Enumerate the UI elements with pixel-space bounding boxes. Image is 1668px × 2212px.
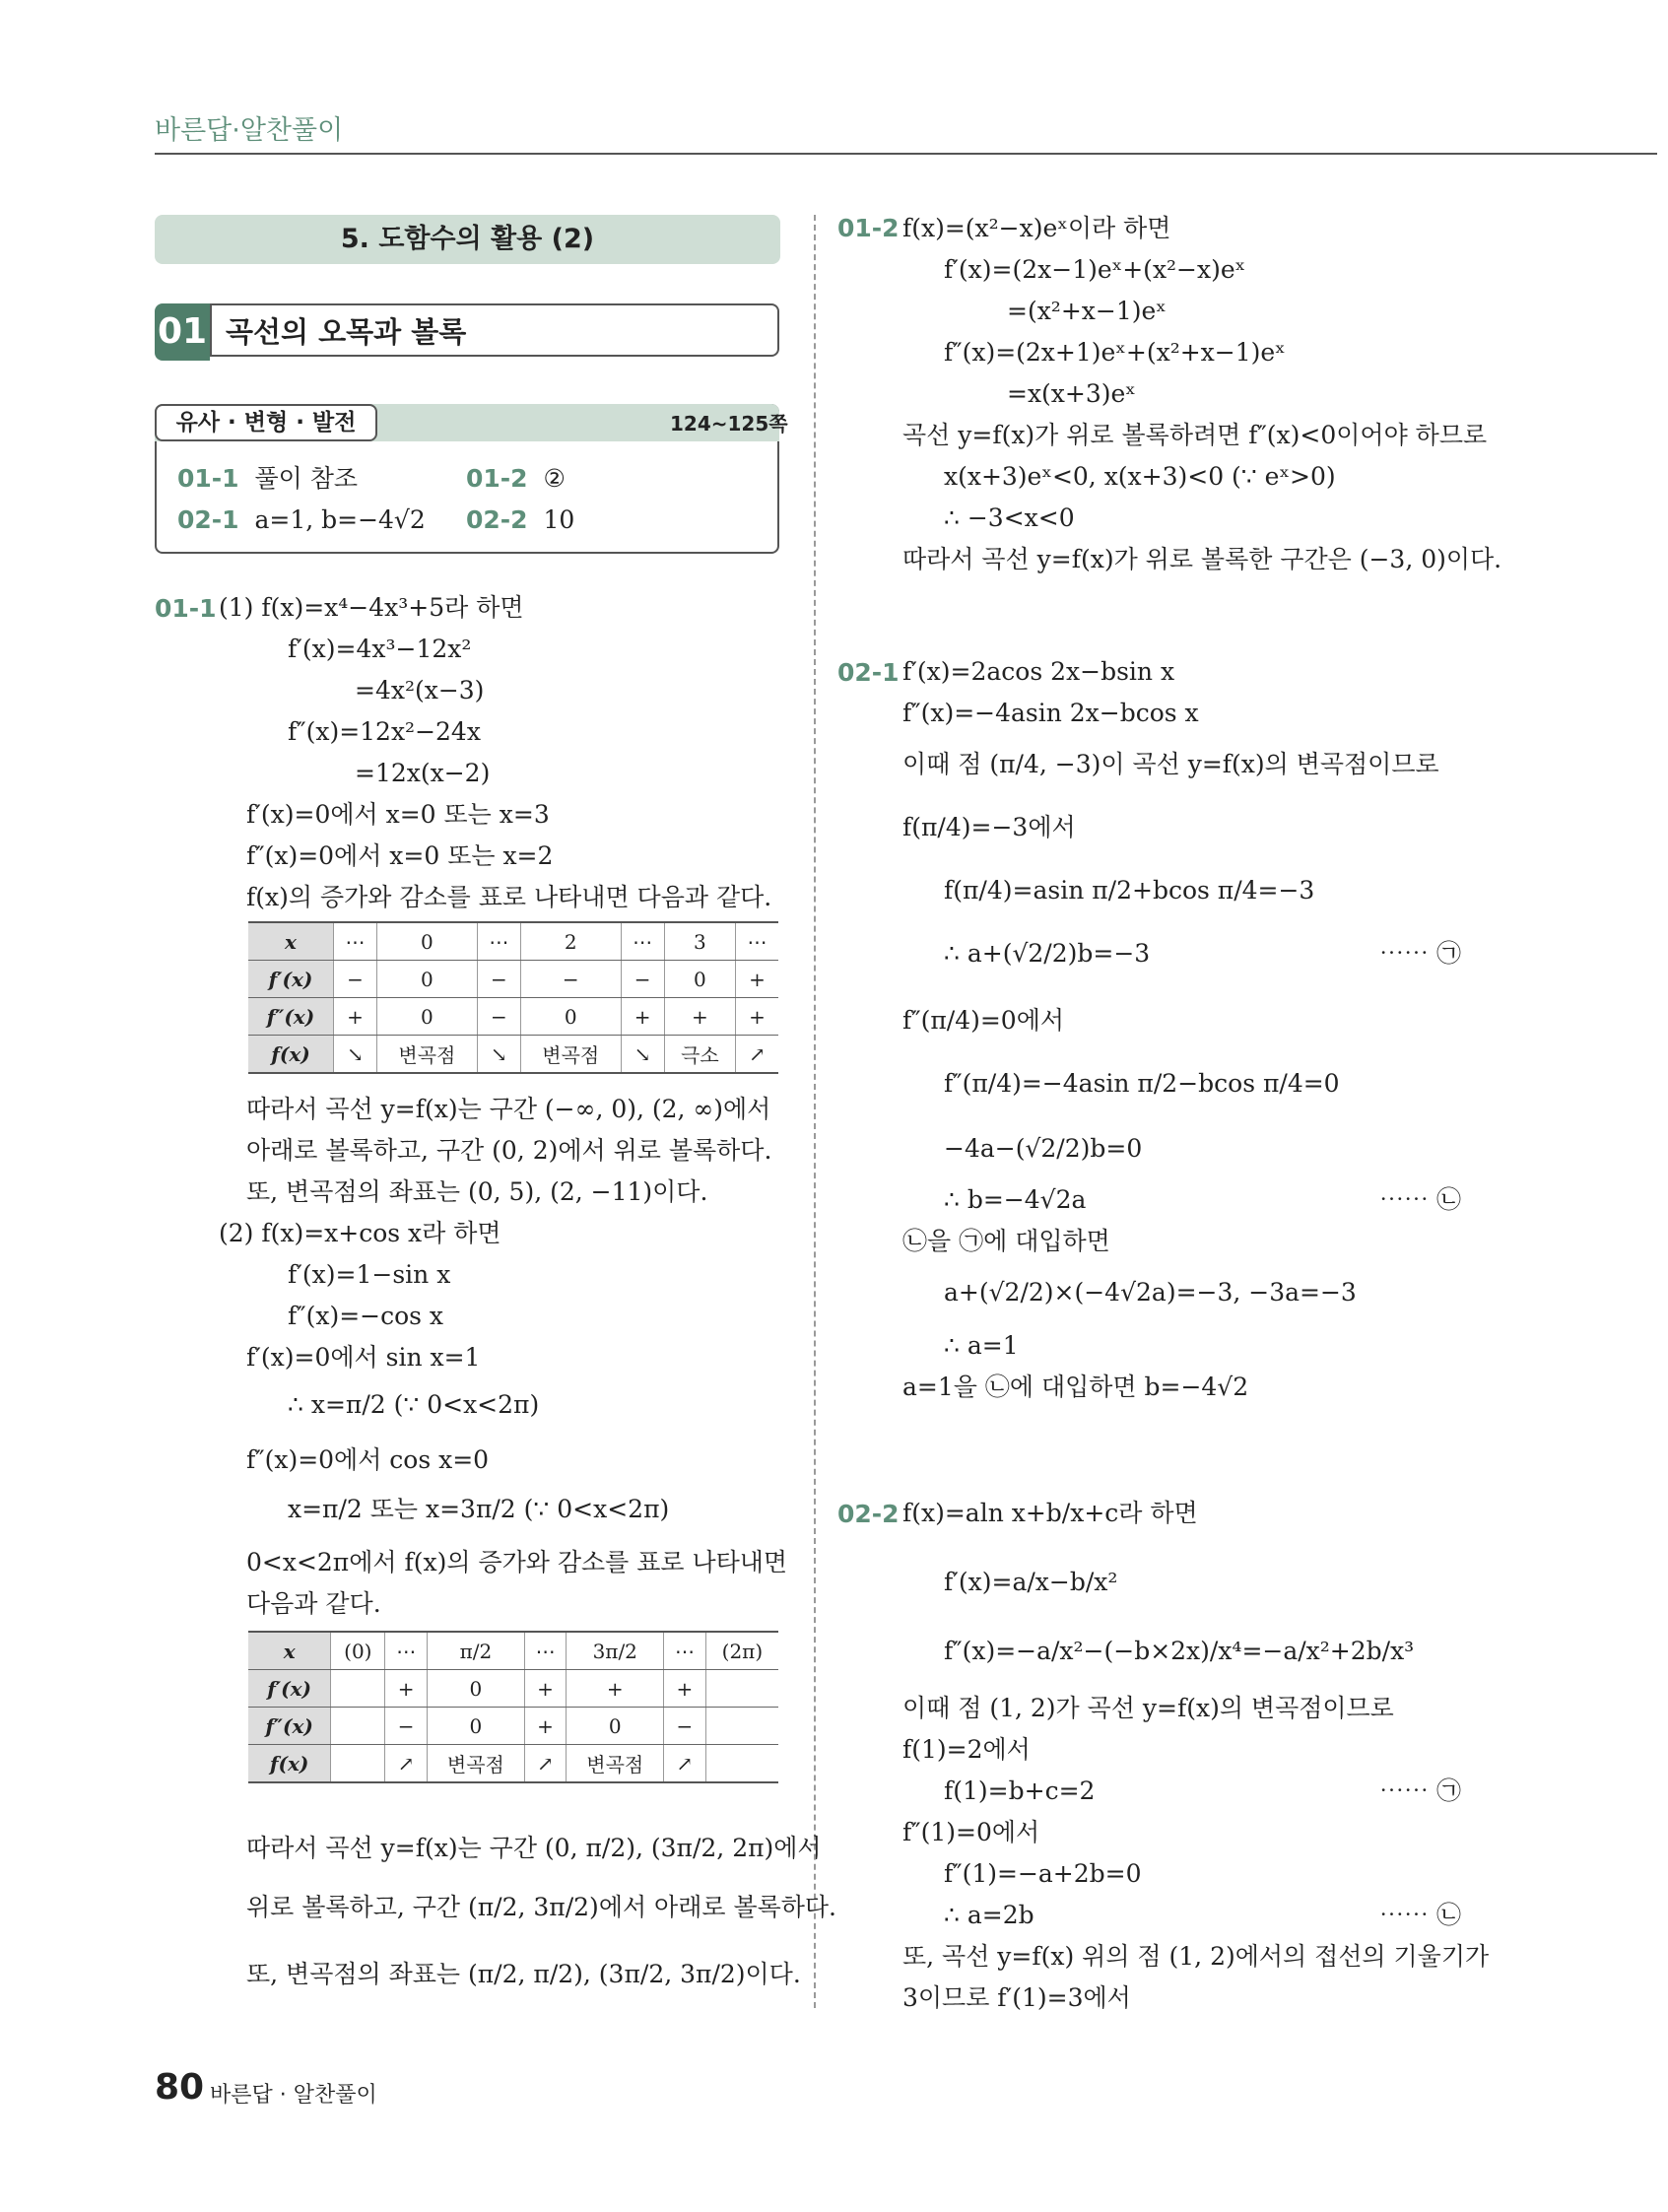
solution-line: =(x²+x−1)eˣ bbox=[1007, 297, 1167, 325]
solution-line: (2) f(x)=x+cos x라 하면 bbox=[219, 1219, 501, 1247]
problem-label: 01-2 bbox=[837, 214, 900, 242]
solution-line: 곡선 y=f(x)가 위로 볼록하려면 f″(x)<0이어야 하므로 bbox=[902, 421, 1488, 449]
solution-line: f″(x)=0에서 cos x=0 bbox=[246, 1445, 490, 1474]
solution-line: ∴ a=2b bbox=[944, 1901, 1034, 1929]
solution-line: ∴ a=1 bbox=[944, 1331, 1019, 1360]
solution-line: 3이므로 f′(1)=3에서 bbox=[902, 1983, 1131, 2012]
solution-line: f′(x)=2acos 2x−bsin x bbox=[902, 657, 1175, 686]
solution-line: f″(x)=12x²−24x bbox=[288, 717, 481, 746]
solution-line: ∴ x=π/2 (∵ 0<x<2π) bbox=[288, 1390, 540, 1419]
solution-line: 따라서 곡선 y=f(x)는 구간 (0, π/2), (3π/2, 2π)에서 bbox=[246, 1834, 822, 1862]
solution-line: a+(√2/2)×(−4√2a)=−3, −3a=−3 bbox=[944, 1278, 1357, 1307]
solution-line: 아래로 볼록하고, 구간 (0, 2)에서 위로 볼록하다. bbox=[246, 1136, 772, 1165]
solution-line: ∴ b=−4√2a bbox=[944, 1185, 1087, 1214]
solution-line: =12x(x−2) bbox=[355, 759, 491, 787]
solution-line: f″(1)=0에서 bbox=[902, 1818, 1040, 1846]
solution-line: f′(x)=4x³−12x² bbox=[288, 635, 472, 663]
solution-line: f′(x)=0에서 sin x=1 bbox=[246, 1343, 481, 1372]
solution-line: ㉡을 ㉠에 대입하면 bbox=[902, 1227, 1110, 1255]
solution-line: f′(x)=1−sin x bbox=[288, 1260, 451, 1289]
column-divider bbox=[814, 215, 816, 2008]
solution-line: f(x)=(x²−x)eˣ이라 하면 bbox=[902, 214, 1171, 242]
solution-line: f(π/4)=asin π/2+bcos π/4=−3 bbox=[944, 876, 1315, 905]
equation-mark: ⋯⋯ ㉠ bbox=[1379, 1776, 1461, 1805]
problem-label: 02-1 bbox=[837, 658, 900, 687]
solution-line: a=1을 ㉡에 대입하면 b=−4√2 bbox=[902, 1373, 1249, 1401]
answer-item: 02-1 a=1, b=−4√2 bbox=[177, 505, 426, 534]
solution-line: 또, 곡선 y=f(x) 위의 점 (1, 2)에서의 접선의 기울기가 bbox=[902, 1942, 1490, 1971]
solution-line: f″(x)=−cos x bbox=[288, 1302, 444, 1330]
solution-line: f″(x)=−a/x²−(−b×2x)/x⁴=−a/x²+2b/x³ bbox=[944, 1637, 1415, 1665]
solution-line: ∴ −3<x<0 bbox=[944, 503, 1075, 532]
running-header: 바른답·알찬풀이 bbox=[155, 115, 344, 146]
header-rule bbox=[155, 153, 1657, 155]
solution-line: ∴ a+(√2/2)b=−3 bbox=[944, 939, 1151, 968]
solution-line: 0<x<2π에서 f(x)의 증가와 감소를 표로 나타내면 bbox=[246, 1548, 788, 1576]
solution-line: f′(x)=0에서 x=0 또는 x=3 bbox=[246, 800, 550, 829]
section-title: 곡선의 오목과 볼록 bbox=[210, 303, 779, 357]
sign-table-2: x (0) ⋯ π/2 ⋯ 3π/2 ⋯ (2π) f′(x) + 0 + + + f″(x) − 0 + 0 − f(x) ↗ 변곡점 ↗ 변곡점 ↗ bbox=[248, 1631, 778, 1783]
solution-line: 또, 변곡점의 좌표는 (0, 5), (2, −11)이다. bbox=[246, 1177, 708, 1206]
solution-line: 다음과 같다. bbox=[246, 1589, 381, 1618]
solution-line: 위로 볼록하고, 구간 (π/2, 3π/2)에서 아래로 볼록하다. bbox=[246, 1893, 837, 1921]
solution-line: f′(x)=(2x−1)eˣ+(x²−x)eˣ bbox=[944, 255, 1246, 284]
problem-label: 01-1 bbox=[155, 594, 217, 623]
solution-line: f″(x)=−4asin 2x−bcos x bbox=[902, 699, 1199, 727]
solution-line: f′(x)=a/x−b/x² bbox=[944, 1568, 1118, 1596]
solution-line: x=π/2 또는 x=3π/2 (∵ 0<x<2π) bbox=[288, 1495, 670, 1523]
page-number: 80 bbox=[155, 2067, 205, 2108]
solution-line: 이때 점 (π/4, −3)이 곡선 y=f(x)의 변곡점이므로 bbox=[902, 750, 1439, 778]
equation-mark: ⋯⋯ ㉠ bbox=[1379, 939, 1461, 968]
answer-item: 01-1 풀이 참조 bbox=[177, 464, 359, 493]
equation-mark: ⋯⋯ ㉡ bbox=[1379, 1185, 1461, 1214]
solution-line: 따라서 곡선 y=f(x)는 구간 (−∞, 0), (2, ∞)에서 bbox=[246, 1095, 771, 1123]
solution-line: 이때 점 (1, 2)가 곡선 y=f(x)의 변곡점이므로 bbox=[902, 1694, 1394, 1722]
solution-line: f″(x)=(2x+1)eˣ+(x²+x−1)eˣ bbox=[944, 338, 1286, 367]
footer-label: 바른답 · 알찬풀이 bbox=[210, 2083, 377, 2108]
answer-item: 02-2 10 bbox=[466, 505, 575, 534]
solution-line: f″(π/4)=0에서 bbox=[902, 1006, 1065, 1035]
solution-line: =4x²(x−3) bbox=[355, 676, 485, 704]
answer-tag: 유사 · 변형 · 발전 bbox=[155, 404, 377, 441]
solution-line: (1) f(x)=x⁴−4x³+5라 하면 bbox=[219, 593, 524, 622]
solution-line: f(1)=b+c=2 bbox=[944, 1776, 1096, 1805]
solution-line: f(x)의 증가와 감소를 표로 나타내면 다음과 같다. bbox=[246, 883, 772, 911]
solution-line: =x(x+3)eˣ bbox=[1007, 379, 1136, 408]
solution-line: −4a−(√2/2)b=0 bbox=[944, 1134, 1143, 1163]
solution-line: f(π/4)=−3에서 bbox=[902, 813, 1076, 841]
sign-table-1: x ⋯ 0 ⋯ 2 ⋯ 3 ⋯ f′(x) − 0 − − − 0 + f″(x) + 0 − 0 + + + f(x) ↘ 변곡점 ↘ 변곡점 ↘ 극소 ↗ bbox=[248, 921, 778, 1074]
equation-mark: ⋯⋯ ㉡ bbox=[1379, 1901, 1461, 1929]
problem-label: 02-2 bbox=[837, 1500, 900, 1528]
answer-pages: 124~125쪽 bbox=[670, 412, 788, 436]
chapter-title: 5. 도함수의 활용 (2) bbox=[155, 215, 780, 264]
solution-line: 따라서 곡선 y=f(x)가 위로 볼록한 구간은 (−3, 0)이다. bbox=[902, 545, 1502, 573]
solution-line: x(x+3)eˣ<0, x(x+3)<0 (∵ eˣ>0) bbox=[944, 462, 1336, 491]
solution-line: f(x)=aln x+b/x+c라 하면 bbox=[902, 1499, 1198, 1527]
solution-line: 또, 변곡점의 좌표는 (π/2, π/2), (3π/2, 3π/2)이다. bbox=[246, 1960, 801, 1988]
solution-line: f(1)=2에서 bbox=[902, 1735, 1031, 1764]
solution-line: f″(π/4)=−4asin π/2−bcos π/4=0 bbox=[944, 1069, 1340, 1098]
solution-line: f″(1)=−a+2b=0 bbox=[944, 1859, 1142, 1888]
answer-item: 01-2 ② bbox=[466, 464, 566, 493]
section-number: 01 bbox=[155, 303, 210, 361]
solution-line: f″(x)=0에서 x=0 또는 x=2 bbox=[246, 841, 554, 870]
